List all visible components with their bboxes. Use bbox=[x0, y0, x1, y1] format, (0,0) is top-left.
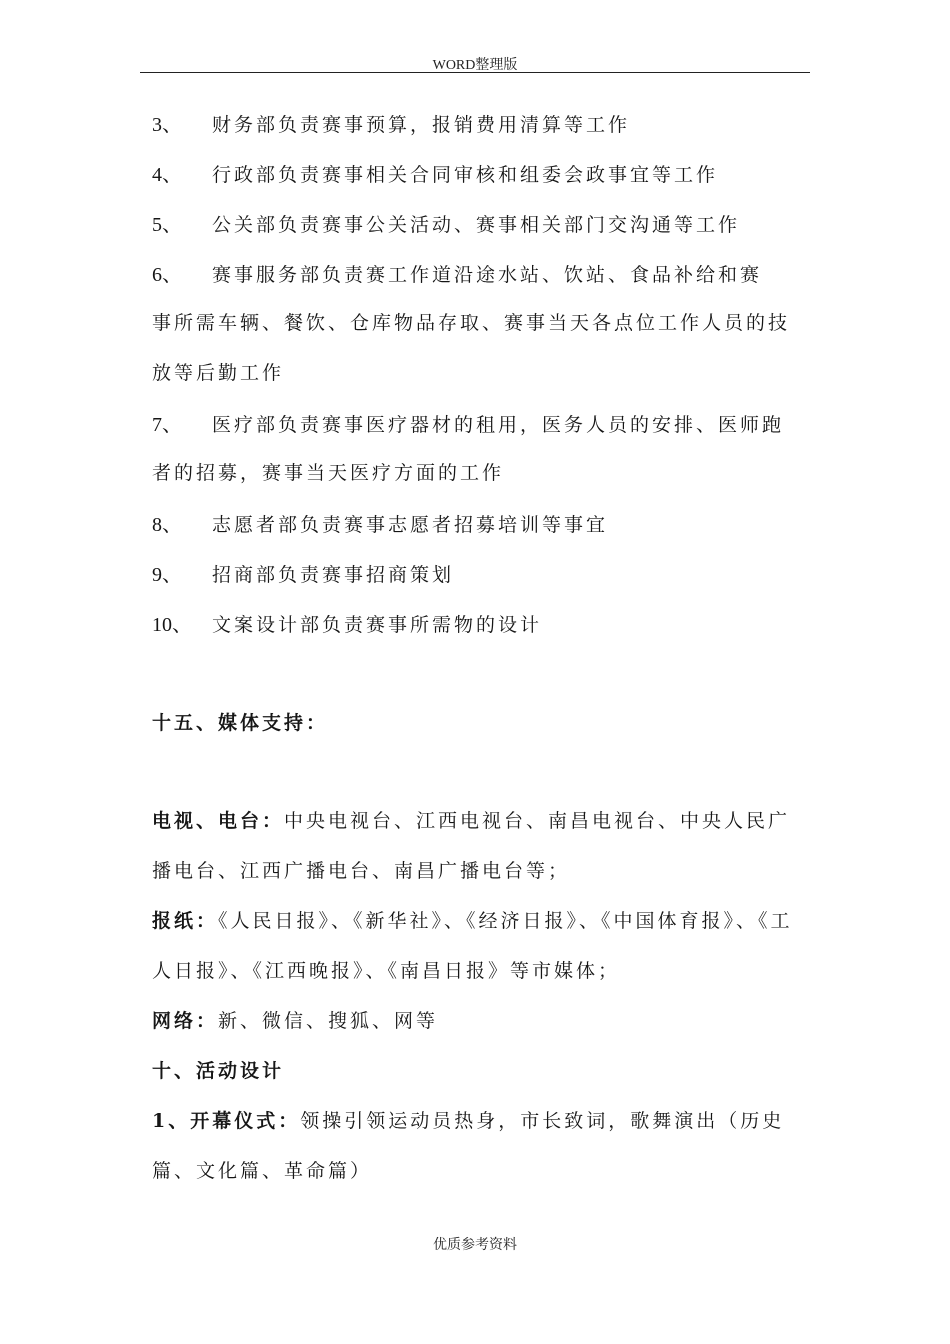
page-header: WORD整理版 bbox=[432, 58, 518, 73]
list-item-6-cont-1: 事所需车辆、餐饮、仓库物品存取、赛事当天各点位工作人员的技 bbox=[152, 312, 791, 334]
media-tv-text: 中央电视台、江西电视台、南昌电视台、中央人民广 bbox=[284, 810, 791, 832]
list-item-8 bbox=[152, 508, 608, 537]
item-number: 5、 bbox=[152, 214, 182, 236]
media-net-label: 网络： bbox=[152, 1010, 219, 1032]
activity-item-1 bbox=[152, 1106, 784, 1133]
list-item-9 bbox=[152, 558, 454, 587]
media-paper-cont: 人日报》、《江西晚报》、《南昌日报》等市媒体； bbox=[152, 960, 621, 982]
media-tv-cont: 播电台、江西广播电台、南昌广播电台等； bbox=[152, 860, 571, 882]
list-item-4 bbox=[152, 158, 718, 187]
item-text: 医疗部负责赛事医疗器材的租用，医务人员的安排、医师跑 bbox=[212, 414, 785, 436]
list-item-6 bbox=[152, 258, 762, 287]
header-rule bbox=[140, 72, 810, 73]
item-text: 赛事服务部负责赛工作道沿途水站、饮站、食品补给和赛 bbox=[212, 264, 763, 286]
list-item-7-cont-1: 者的招募，赛事当天医疗方面的工作 bbox=[152, 462, 505, 484]
item-number: 9、 bbox=[152, 564, 182, 586]
list-item-3 bbox=[152, 108, 630, 137]
item-number: 3、 bbox=[152, 114, 182, 136]
media-tv bbox=[152, 806, 790, 833]
activity-item-1-text: 领操引领运动员热身，市长致词，歌舞演出（历史 bbox=[300, 1110, 785, 1132]
media-tv-label: 电视、电台： bbox=[152, 810, 285, 832]
media-net-text: 新、微信、搜狐、网等 bbox=[218, 1010, 439, 1032]
item-text: 志愿者部负责赛事志愿者招募培训等事宜 bbox=[212, 514, 609, 536]
media-paper bbox=[152, 906, 793, 933]
list-item-5 bbox=[152, 208, 740, 237]
section-heading-activity: 十、活动设计 bbox=[152, 1060, 285, 1082]
media-paper-text: 《人民日报》、《新华社》、《经济日报》、《中国体育报》、《工 bbox=[218, 910, 793, 932]
item-number: 8、 bbox=[152, 514, 182, 536]
item-text: 财务部负责赛事预算，报销费用清算等工作 bbox=[212, 114, 631, 136]
list-item-7 bbox=[152, 408, 784, 437]
item-number: 6、 bbox=[152, 264, 182, 286]
activity-item-1-cont: 篇、文化篇、革命篇） bbox=[152, 1160, 373, 1182]
item-number: 7、 bbox=[152, 414, 182, 436]
section-heading-media: 十五、媒体支持： bbox=[152, 712, 329, 734]
item-text: 招商部负责赛事招商策划 bbox=[212, 564, 455, 586]
item-text: 公关部负责赛事公关活动、赛事相关部门交沟通等工作 bbox=[212, 214, 741, 236]
page-footer: 优质参考资料 bbox=[433, 1237, 517, 1253]
media-paper-label: 报纸： bbox=[152, 910, 219, 932]
item-number: 4、 bbox=[152, 164, 182, 186]
item-number: 10、 bbox=[152, 614, 192, 636]
activity-item-1-label: 1、开幕仪式： bbox=[152, 1110, 301, 1132]
list-item-6-cont-2: 放等后勤工作 bbox=[152, 362, 285, 384]
list-item-10 bbox=[152, 608, 542, 637]
media-net bbox=[152, 1006, 438, 1033]
item-text: 文案设计部负责赛事所需物的设计 bbox=[212, 614, 543, 636]
item-text: 行政部负责赛事相关合同审核和组委会政事宜等工作 bbox=[212, 164, 719, 186]
